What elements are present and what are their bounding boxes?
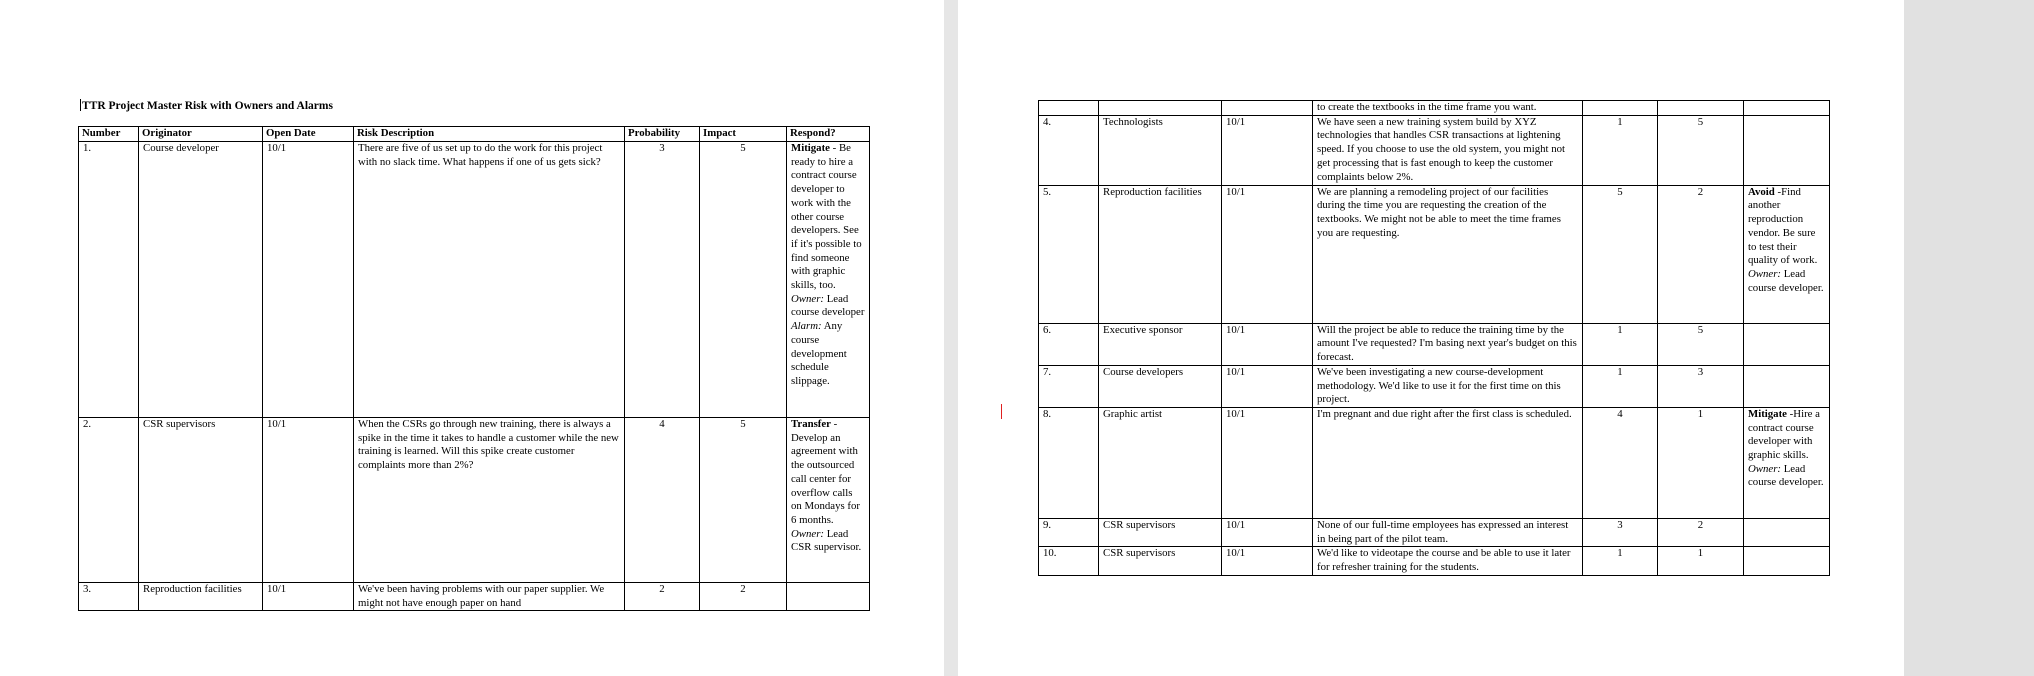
- owner-label: Owner:: [1748, 462, 1781, 475]
- row-number: 3.: [79, 583, 139, 611]
- row-originator: Course developers: [1099, 365, 1222, 407]
- row-response: [1744, 101, 1830, 116]
- row-number: 10.: [1039, 547, 1099, 575]
- owner-value: Lead course developer.: [1748, 267, 1824, 294]
- row-probability: 1: [1583, 547, 1658, 575]
- row-open-date: 10/1: [1222, 518, 1313, 546]
- response-text: - Be ready to hire a contract course developer to work with the other course developers. See if it's possible to find someone with graphic skills, too.: [791, 142, 862, 292]
- table-row[interactable]: [1039, 115, 1830, 185]
- row-probability: 1: [1583, 323, 1658, 365]
- row-response: [787, 418, 870, 583]
- table-row[interactable]: [79, 142, 870, 418]
- row-number: 8.: [1039, 407, 1099, 518]
- row-number: 4.: [1039, 115, 1099, 185]
- row-number: 9.: [1039, 518, 1099, 546]
- row-probability: 1: [1583, 115, 1658, 185]
- row-description: There are five of us set up to do the work for this project with no slack time. What happens if one of us gets sick?: [354, 142, 625, 418]
- response-text: -Find another reproduction vendor. Be sure to test their quality of work.: [1748, 185, 1818, 267]
- risk-table-page-1: [78, 126, 870, 611]
- row-probability: 4: [625, 418, 700, 583]
- table-row[interactable]: [1039, 518, 1830, 546]
- header-impact: Impact: [700, 127, 787, 142]
- row-originator: Graphic artist: [1099, 407, 1222, 518]
- row-impact: 2: [1658, 518, 1744, 546]
- row-number: 5.: [1039, 185, 1099, 323]
- row-open-date: 10/1: [263, 418, 354, 583]
- row-open-date: 10/1: [1222, 185, 1313, 323]
- table-header-row: [79, 127, 870, 142]
- table-row[interactable]: [79, 418, 870, 583]
- row-impact: 1: [1658, 407, 1744, 518]
- table-row[interactable]: [1039, 407, 1830, 518]
- row-originator: Executive sponsor: [1099, 323, 1222, 365]
- row-impact: [1658, 101, 1744, 116]
- owner-label: Owner:: [1748, 267, 1781, 280]
- row-open-date: 10/1: [1222, 323, 1313, 365]
- row-open-date: [1222, 101, 1313, 116]
- row-response: [1744, 518, 1830, 546]
- response-type: Transfer: [791, 418, 831, 430]
- owner-value: Lead CSR supervisor.: [791, 527, 862, 554]
- document-title[interactable]: TTR Project Master Risk with Owners and Alarms: [82, 100, 333, 112]
- row-response: [1744, 365, 1830, 407]
- row-impact: 2: [1658, 185, 1744, 323]
- row-impact: 5: [700, 418, 787, 583]
- row-originator: Reproduction facilities: [1099, 185, 1222, 323]
- owner-value: Lead course developer: [791, 292, 865, 319]
- row-originator: Reproduction facilities: [139, 583, 263, 611]
- table-row[interactable]: [1039, 185, 1830, 323]
- risk-table-page-2: [1038, 100, 1830, 576]
- row-response: [787, 142, 870, 418]
- row-description: to create the textbooks in the time frame you want.: [1313, 101, 1583, 116]
- row-open-date: 10/1: [263, 583, 354, 611]
- row-number: [1039, 101, 1099, 116]
- row-open-date: 10/1: [1222, 547, 1313, 575]
- row-probability: 4: [1583, 407, 1658, 518]
- text-cursor: [80, 99, 81, 111]
- row-probability: 3: [1583, 518, 1658, 546]
- row-description: Will the project be able to reduce the training time by the amount I've requested? I'm basing next year's budget on this forecast.: [1313, 323, 1583, 365]
- response-type: Avoid: [1748, 185, 1775, 198]
- row-number: 2.: [79, 418, 139, 583]
- row-description: We'd like to videotape the course and be able to use it later for refresher training for the students.: [1313, 547, 1583, 575]
- row-description: We are planning a remodeling project of our facilities during the time you are requesting the creation of the textbooks. We might not be able to meet the time frames you are requesting.: [1313, 185, 1583, 323]
- row-response: [787, 583, 870, 611]
- row-probability: 5: [1583, 185, 1658, 323]
- row-open-date: 10/1: [1222, 407, 1313, 518]
- canvas-background: [1904, 0, 2034, 676]
- table-row-continued[interactable]: [1039, 101, 1830, 116]
- row-originator: CSR supervisors: [139, 418, 263, 583]
- row-number: 6.: [1039, 323, 1099, 365]
- row-originator: Course developer: [139, 142, 263, 418]
- row-probability: [1583, 101, 1658, 116]
- response-text: - Develop an agreement with the outsourced call center for overflow calls on Mondays for 6 months.: [791, 418, 860, 526]
- row-description: We've been having problems with our paper supplier. We might not have enough paper on hand: [354, 583, 625, 611]
- row-originator: [1099, 101, 1222, 116]
- owner-value: Lead course developer.: [1748, 462, 1824, 489]
- table-row[interactable]: [79, 583, 870, 611]
- row-originator: Technologists: [1099, 115, 1222, 185]
- change-bar-marker: [1001, 404, 1002, 419]
- row-impact: 2: [700, 583, 787, 611]
- row-response: [1744, 407, 1830, 518]
- header-open-date: Open Date: [263, 127, 354, 142]
- header-probability: Probability: [625, 127, 700, 142]
- alarm-label: Alarm:: [791, 320, 822, 333]
- table-row[interactable]: [1039, 365, 1830, 407]
- owner-label: Owner:: [791, 527, 824, 540]
- row-open-date: 10/1: [263, 142, 354, 418]
- row-probability: 3: [625, 142, 700, 418]
- row-response: [1744, 185, 1830, 323]
- table-row[interactable]: [1039, 323, 1830, 365]
- row-number: 7.: [1039, 365, 1099, 407]
- row-description: I'm pregnant and due right after the first class is scheduled.: [1313, 407, 1583, 518]
- alarm-value: Any course development schedule slippage.: [791, 320, 847, 387]
- response-text: -Hire a contract course developer with graphic skills.: [1748, 407, 1820, 462]
- row-originator: CSR supervisors: [1099, 547, 1222, 575]
- row-probability: 2: [625, 583, 700, 611]
- row-impact: 5: [1658, 115, 1744, 185]
- row-description: We've been investigating a new course-development methodology. We'd like to use it for the first time on this project.: [1313, 365, 1583, 407]
- header-respond: Respond?: [787, 127, 870, 142]
- row-description: When the CSRs go through new training, there is always a spike in the time it takes to handle a customer while the new training is learned. Will this spike create customer complaints more than 2%?: [354, 418, 625, 583]
- row-impact: 5: [700, 142, 787, 418]
- row-open-date: 10/1: [1222, 115, 1313, 185]
- row-response: [1744, 547, 1830, 575]
- row-impact: 3: [1658, 365, 1744, 407]
- header-originator: Originator: [139, 127, 263, 142]
- row-probability: 1: [1583, 365, 1658, 407]
- row-open-date: 10/1: [1222, 365, 1313, 407]
- row-response: [1744, 323, 1830, 365]
- row-response: [1744, 115, 1830, 185]
- row-number: 1.: [79, 142, 139, 418]
- owner-label: Owner:: [791, 292, 824, 305]
- header-risk-description: Risk Description: [354, 127, 625, 142]
- row-impact: 1: [1658, 547, 1744, 575]
- row-impact: 5: [1658, 323, 1744, 365]
- row-description: We have seen a new training system build by XYZ technologies that handles CSR transactions at lightening speed. If you choose to use the old system, you might not get processing that is fast enough to keep the customer complaints below 2%.: [1313, 115, 1583, 185]
- response-type: Mitigate: [1748, 407, 1787, 420]
- row-description: None of our full-time employees has expressed an interest in being part of the pilot team.: [1313, 518, 1583, 546]
- response-type: Mitigate: [791, 142, 830, 154]
- header-number: Number: [79, 127, 139, 142]
- table-row[interactable]: [1039, 547, 1830, 575]
- row-originator: CSR supervisors: [1099, 518, 1222, 546]
